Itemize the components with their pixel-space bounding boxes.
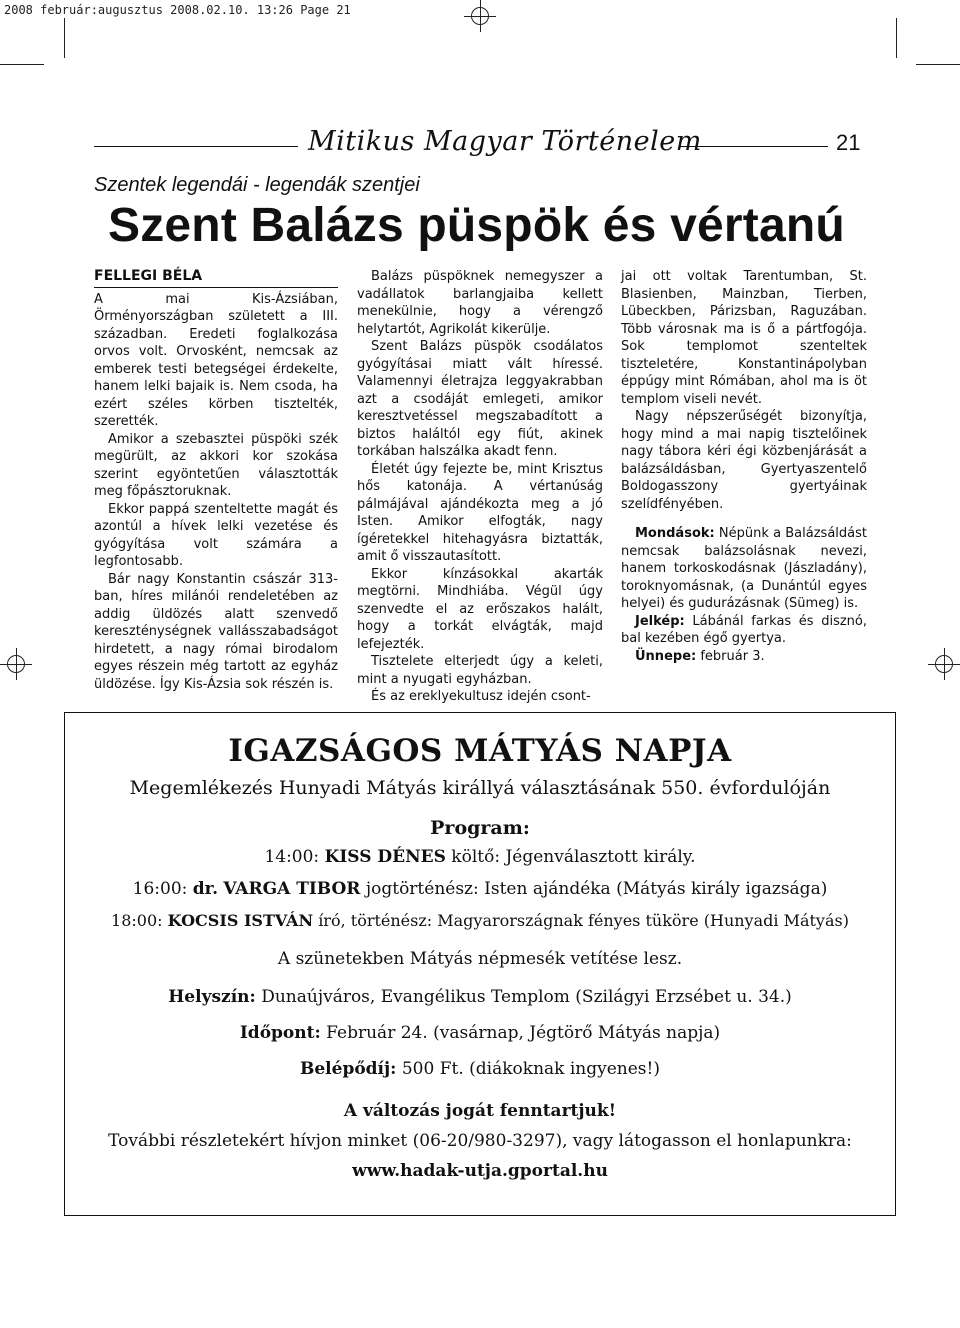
speaker-name: KOCSIS ISTVÁN bbox=[167, 911, 314, 930]
article-paragraph: És az ereklyekultusz idején csont- bbox=[371, 689, 591, 704]
article-paragraph: Szent Balázs püspök csodálatos gyógyításai miatt vált híressé. Valamennyi életrajza leggyakrabban azt a csodáját emlegeti, amikor keresztvetéssel megszabadított a biztos haláltól egy fiút, akinek torkában halszálka akadt fenn. bbox=[357, 339, 603, 459]
article-column-3 bbox=[621, 268, 867, 665]
program-time: 14:00: bbox=[264, 847, 320, 867]
venue-label: Helyszín: bbox=[168, 987, 256, 1007]
venue-line bbox=[65, 987, 895, 1007]
article-paragraph: Ekkor pappá szenteltette magát és azontúl a hívek lelki vezetése és gyógyítása volt számára a legfontosabb. bbox=[94, 501, 338, 569]
author-byline: FELLEGI BÉLA bbox=[94, 268, 338, 288]
article-paragraph: Életét úgy fejezte be, mint Krisztus hős katonája. A vértanúság pálmájával ajándékozta meg a jó Isten. Amikor elfogták, nagy ígéretekkel hitehagyásra biztatták, amit ő visszautasított. bbox=[357, 461, 603, 564]
event-title: IGAZSÁGOS MÁTYÁS NAPJA bbox=[228, 733, 732, 769]
program-desc: író, történész: Magyarországnak fényes tüköre (Hunyadi Mátyás) bbox=[318, 911, 849, 930]
sayings-paragraph bbox=[621, 525, 867, 613]
registration-mark-left bbox=[0, 648, 32, 680]
symbol-label: Jelkép: bbox=[635, 613, 685, 629]
sayings-label: Mondások: bbox=[635, 526, 715, 541]
article-paragraph: Tisztelete elterjedt úgy a keleti, mint a nyugati egyházban. bbox=[357, 654, 603, 687]
article-paragraph: A mai Kis-Ázsiában, Örményországban született a III. században. Eredeti foglalkozása orvos volt. Orvosként, nemcsak az emberek testi betegségei érdekelte, hanem lelki bajaik is. Nem csoda, ha ezért széles körben tisztelték, szerették. bbox=[94, 291, 338, 429]
program-time: 18:00: bbox=[111, 911, 163, 930]
article-paragraph: jai ott voltak Tarentumban, St. Blasienben, Mainzban, Tierben, Lübeckben, Párizsban, Raguzában. Több városnak ma is ő a pártfogója. Sok templomot szenteltek tiszteletére, Konstantinápolyban éppúgy mint Rómában, ahol ma is öt templom viseli nevét. bbox=[621, 269, 867, 407]
fee-value: 500 Ft. (diákoknak ingyenes!) bbox=[401, 1059, 660, 1079]
feast-paragraph bbox=[621, 648, 867, 666]
program-time: 16:00: bbox=[132, 879, 188, 899]
speaker-name: VARGA TIBOR bbox=[223, 879, 361, 899]
date-value: Február 24. (vasárnap, Jégtörő Mátyás napja) bbox=[326, 1023, 721, 1043]
article-title: Szent Balázs püspök és vértanú bbox=[108, 199, 845, 252]
fee-label: Belépődíj: bbox=[299, 1059, 397, 1079]
crop-mark bbox=[896, 18, 897, 58]
article-paragraph: Nagy népszerűségét bizonyítja, hogy mind a mai napig tisztelőinek nagy tábora kéri égi közbenjárását a balázsáldásban, Gyertyaszentelő Boldogasszony gyertyáinak szelídfényében. bbox=[621, 409, 867, 512]
sayings-text: Népünk a Balázsáldást nemcsak balázsolásnak nevezi, hanem torkoskodásnak (Jászladány), toroknyomásnak, (a Dunántúl egyes helyei) és gudurázásnak (Sümeg) is. bbox=[621, 526, 867, 611]
program-item bbox=[65, 911, 895, 930]
crop-mark bbox=[0, 64, 44, 65]
program-desc: jogtörténész: Isten ajándéka (Mátyás király igazsága) bbox=[365, 879, 828, 899]
article-paragraph: Ekkor kínzásokkal akarták megtörni. Mindhiába. Végül úgy szenvedte el az erőszakos halált, hogy a torkát elvágták, majd lefejezték. bbox=[357, 566, 603, 652]
speaker-prefix: dr. bbox=[192, 879, 218, 899]
contact-info: További részletekért hívjon minket (06-20/980-3297), vagy látogasson el honlapunkra: bbox=[108, 1131, 852, 1151]
program-item bbox=[65, 847, 895, 867]
registration-mark-right bbox=[928, 648, 960, 680]
feast-text: február 3. bbox=[700, 648, 765, 664]
crop-mark bbox=[64, 18, 65, 58]
event-subtitle: Megemlékezés Hunyadi Mátyás királlyá választásának 550. évfordulóján bbox=[129, 777, 831, 799]
date-label: Időpont: bbox=[239, 1023, 321, 1043]
header-rule-left bbox=[94, 146, 298, 147]
article-column-1 bbox=[94, 268, 338, 693]
symbol-text: Lábánál farkas és disznó, bal kezében égő gyertya. bbox=[621, 613, 867, 646]
program-desc: költő: Jégenválasztott király. bbox=[451, 847, 696, 867]
page-number: 21 bbox=[836, 130, 861, 155]
symbol-paragraph bbox=[621, 613, 867, 648]
program-label: Program: bbox=[430, 817, 530, 839]
article-paragraph: Balázs püspöknek nemegyszer a vadállatok barlangjaiba kellett menekülnie, hogy a vérengző helytartót, Agrikolát kikerülje. bbox=[357, 269, 603, 337]
article-paragraph: Amikor a szebasztei püspöki szék megürült, az akkori kor szokása szerint egyöntetűen választották meg főpásztoruknak. bbox=[94, 431, 338, 499]
article-kicker: Szentek legendái - legendák szentjei bbox=[94, 174, 420, 196]
speaker-name: KISS DÉNES bbox=[324, 847, 446, 867]
event-announcement-box bbox=[64, 712, 896, 1216]
article-column-2 bbox=[357, 268, 603, 706]
feast-label: Ünnepe: bbox=[635, 648, 697, 664]
header-rule-right bbox=[680, 146, 828, 147]
venue-value: Dunaújváros, Evangélikus Templom (Szilágyi Erzsébet u. 34.) bbox=[261, 987, 792, 1007]
article-paragraph: Bár nagy Konstantin császár 313-ban, híres milánói rendeletében az addig üldözés alatt szenvedő kereszténységnek vallásszabadságot hirdetett, a nagy római birodalom egyes részein még tartott az egyház üldözése. Így Kis-Ázsia sok részén is. bbox=[94, 571, 338, 692]
program-item bbox=[65, 879, 895, 899]
crop-mark bbox=[916, 64, 960, 65]
website-link[interactable]: www.hadak-utja.gportal.hu bbox=[352, 1161, 608, 1181]
fee-line bbox=[65, 1059, 895, 1079]
date-line bbox=[65, 1023, 895, 1043]
change-notice: A változás jogát fenntartjuk! bbox=[343, 1101, 617, 1121]
pause-note: A szünetekben Mátyás népmesék vetítése lesz. bbox=[277, 949, 683, 969]
registration-mark-top bbox=[464, 0, 496, 32]
running-title: Mitikus Magyar Történelem bbox=[308, 126, 702, 157]
print-slug-line: 2008 február:augusztus 2008.02.10. 13:26 Page 21 bbox=[4, 3, 351, 17]
